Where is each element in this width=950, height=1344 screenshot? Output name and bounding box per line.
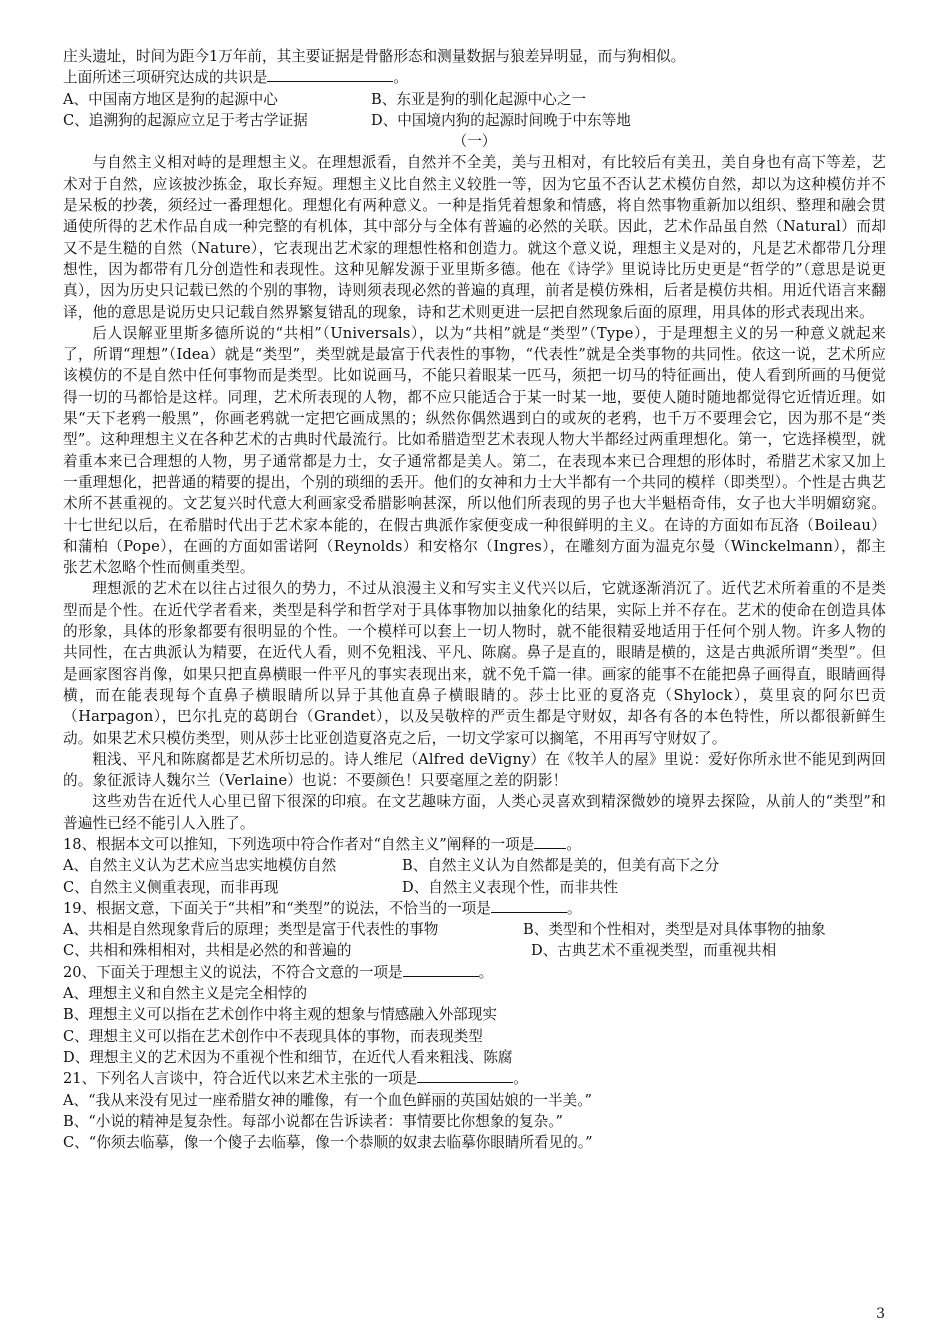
- question-21-stem: 21、下列名人言谈中，符合近代以来艺术主张的一项是: [63, 1070, 418, 1088]
- q21-option-c: C、“你须去临摹，像一个傻子去临摹，像一个恭顺的奴隶去临摹你眼睛所看见的。”: [63, 1134, 593, 1152]
- question-18-stem: 18、根据本文可以推知，下列选项中符合作者对“自然主义”阐释的一项是: [63, 835, 535, 853]
- question-19-options-row-1: [63, 919, 886, 940]
- intro-options-row-2: [63, 110, 886, 131]
- question-18-options-row-2: [63, 877, 886, 898]
- passage-paragraph-5: 这些劝告在近代人心里已留下很深的印痕。在文艺趣味方面，人类心灵喜欢到精深微妙的境界去探险，从前人的“类型”和普遍性已经不能引人入胜了。: [63, 793, 886, 832]
- q18-option-c: C、自然主义侧重表现，而非再现: [63, 878, 279, 896]
- q18-option-b: B、自然主义认为自然都是美的，但美有高下之分: [402, 857, 720, 875]
- passage-paragraph-4: 粗浅、平凡和陈腐都是艺术所切忌的。诗人维尼（Alfred deVigny）在《牧羊人的屋》里说：爱好你所永世不能见到两回的。象征派诗人魏尔兰（Verlaine）也说：不要颜色！只要毫厘之差的阴影！: [63, 750, 886, 790]
- q19-option-a: A、共相是自然现象背后的原理；类型是富于代表性的事物: [63, 921, 439, 939]
- question-end: 。: [566, 899, 582, 917]
- q18-option-a: A、自然主义认为艺术应当忠实地模仿自然: [63, 857, 337, 875]
- question-20: [63, 962, 886, 983]
- question-19-stem: 19、根据文意，下面关于“共相”和“类型”的说法，不恰当的一项是: [63, 899, 491, 917]
- intro-question-text: 上面所述三项研究达成的共识是: [63, 69, 268, 87]
- q20-option-a: A、理想主义和自然主义是完全相悖的: [63, 985, 308, 1003]
- q18-option-d: D、自然主义表现个性，而非共性: [402, 878, 619, 896]
- q19-option-c: C、共相和殊相相对，共相是必然的和普遍的: [63, 942, 352, 960]
- intro-option-a: A、中国南方地区是狗的起源中心: [63, 90, 278, 108]
- intro-question: [63, 67, 886, 88]
- passage-paragraph-2: 后人误解亚里斯多德所说的“共相”（Universals），以为“共相”就是“类型”（Type），于是理想主义的另一种意义就起来了，所谓“理想”（Idea）就是“类型”，类型就是最富于代表性的事物，“代表性”就是全类事物的共同性。依这一说，艺术所应该模仿的不是自然中任何事物而是类型。比如说画马，不能只着眼某一匹马，须把一切马的特征画出，使人看到所画的马便觉得一切的马都恰是这样。同理，艺术所表现的人物，都不应只能适合于某一时某一地，要使人随时随地都觉得它近情近理。如果“天下老鸦一般黑”，你画老鸦就一定把它画成黑的；纵然你偶然遇到白的或灰的老鸦，也千万不要理会它，因为那不是“类型”。这种理想主义在各种艺术的古典时代最流行。比如希腊造型艺术表现人物大半都经过两重理想化。第一，它选择模型，就着重本来已合理想的人物，男子通常都是力士，女子通常都是美人。第二，在表现本来已合理想的形体时，希腊艺术家又加上一重理想化，把普通的精要的提出，个别的琐细的丢开。他们的女神和力士大半都有一个共同的模样（即类型）。个性是古典艺术所不甚重视的。文艺复兴时代意大利画家受希腊影响甚深，所以他们所表现的男子也大半魁梧奇伟，女子也大半明媚窈窕。十七世纪以后，在希腊时代出于艺术家本能的，在假古典派作家便变成一种很鲜明的主义。在诗的方面如布瓦洛（Boileau）和蒲柏（Pope），在画的方面如雷诺阿（Reynolds）和安格尔（Ingres），在雕刻方面为温克尔曼（Winckelmann），都主张艺术忽略个性而侧重类型。: [63, 324, 886, 577]
- q21-option-b: B、“小说的精神是复杂性。每部小说都在告诉读者：事情要比你想象的复杂。”: [63, 1112, 563, 1130]
- answer-blank: [267, 67, 393, 82]
- page-number: 3: [876, 1306, 885, 1322]
- section-title: （一）: [452, 133, 497, 151]
- answer-blank: [491, 898, 567, 913]
- answer-blank: [403, 962, 479, 977]
- passage-paragraph-3: 理想派的艺术在以往占过很久的势力，不过从浪漫主义和写实主义代兴以后，它就逐渐消沉了。近代艺术所着重的不是类型而是个性。在近代学者看来，类型是科学和哲学对于具体事物加以抽象化的结果，实际上并不存在。艺术的使命在创造具体的形象，具体的形象都要有很明显的个性。一个模样可以套上一切人物时，就不能很精妥地适用于任何个别人物。许多人物的共同性，在古典派认为精要，在近代人看，则不免粗浅、平凡、陈腐。鼻子是直的，眼睛是横的，这是古典派所谓“类型”。但是画家图容肖像，如果只把直鼻横眼一件平凡的事实表现出来，就不免千篇一律。画家的能事不在能把鼻子画得直，眼睛画得横，而在能表现每个直鼻子横眼睛所以异于其他直鼻子横眼睛的。莎士比亚的夏洛克（Shylock），莫里哀的阿尔巴贡（Harpagon），巴尔扎克的葛朗台（Grandet），以及吴敬梓的严贡生都是守财奴，却各有各的本色特性，所以都很新鲜生动。如果艺术只模仿类型，则从莎士比亚创造夏洛克之后，一切文学家可以搁笔，不用再写守财奴了。: [63, 580, 886, 747]
- intro-line: 庄头遗址，时间为距今1万年前，其主要证据是骨骼形态和测量数据与狼差异明显，而与狗相似。: [63, 48, 686, 65]
- question-end: 。: [513, 1070, 528, 1088]
- question-21: [63, 1068, 886, 1089]
- q20-option-d: D、理想主义的艺术因为不重视个性和细节，在近代人看来粗浅、陈腐: [63, 1048, 513, 1066]
- question-end: 。: [393, 69, 408, 87]
- intro-option-c: C、追溯狗的起源应立足于考古学证据: [63, 111, 308, 129]
- answer-blank: [417, 1068, 513, 1083]
- question-19: [63, 898, 886, 919]
- q19-option-b: B、类型和个性相对，类型是对具体事物的抽象: [523, 921, 826, 939]
- intro-options-row-1: [63, 89, 886, 110]
- question-18: [63, 834, 886, 855]
- question-end: 。: [566, 835, 581, 853]
- document-page: [63, 46, 886, 1153]
- question-end: 。: [478, 963, 494, 981]
- q20-option-c: C、理想主义可以指在艺术创作中不表现具体的事物，而表现类型: [63, 1027, 483, 1045]
- intro-option-b: B、东亚是狗的驯化起源中心之一: [371, 90, 587, 108]
- intro-option-d: D、中国境内狗的起源时间晚于中东等地: [371, 111, 631, 129]
- q19-option-d: D、古典艺术不重视类型，而重视共相: [531, 942, 777, 960]
- question-19-options-row-2: [63, 940, 886, 961]
- passage-paragraph-1: 与自然主义相对峙的是理想主义。在理想派看，自然并不全美，美与丑相对，有比较后有美丑，美自身也有高下等差，艺术对于自然，应该披沙拣金，取长弃短。理想主义比自然主义较胜一等，因为它虽不否认艺术模仿自然，却以为这种模仿并不是呆板的抄袭，须经过一番理想化。理想化有两种意义。一种是指凭着想象和情感，将自然事物重新加以组织、整理和融会贯通使所得的艺术作品自成一种完整的有机体，其中部分与全体有普遍的必然的关联。因此，艺术作品虽自然（Natural）而却又不是生糙的自然（Nature），它表现出艺术家的理想性格和创造力。就这个意义说，理想主义是对的，凡是艺术都带几分理想性，因为都带有几分创造性和表现性。这种见解发源于亚里斯多德。他在《诗学》里说诗比历史更是“哲学的”（意思是说更真），因为历史只记载已然的个别的事物，诗则须表现必然的普遍的真理，前者是模仿殊相，后者是模仿共相。用近代语言来翻译，他的意思是说历史只记载自然界繁复错乱的现象，诗和艺术则更进一层把自然现象后面的原理，用具体的形式表现出来。: [63, 154, 886, 321]
- answer-blank: [534, 834, 566, 849]
- q21-option-a: A、“我从来没有见过一座希腊女神的雕像，有一个血色鲜丽的英国姑娘的一半美。”: [63, 1091, 592, 1109]
- question-18-options-row-1: [63, 855, 886, 876]
- q20-option-b: B、理想主义可以指在艺术创作中将主观的想象与情感融入外部现实: [63, 1006, 497, 1024]
- question-20-stem: 20、下面关于理想主义的说法，不符合文意的一项是: [63, 963, 403, 981]
